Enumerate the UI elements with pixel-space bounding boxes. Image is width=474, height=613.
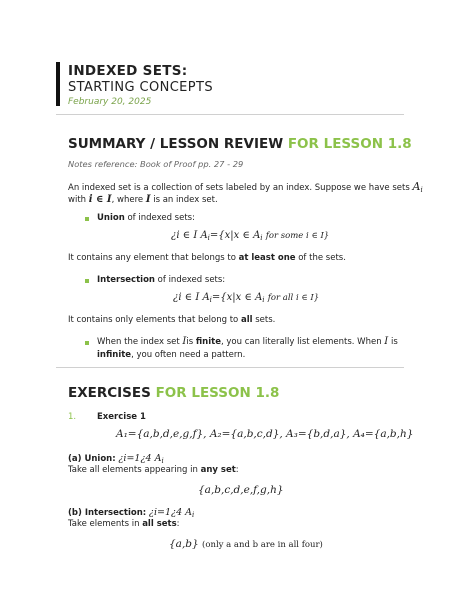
intersection-formula-sub: i: [209, 296, 212, 304]
finite-mid3: is: [390, 337, 398, 347]
intro-math-a-sub: i: [420, 186, 423, 194]
finite-math-i: I: [182, 336, 187, 347]
exercise-1-title: [97, 410, 146, 424]
finite-mid2: , you can literally list elements. When: [220, 337, 382, 347]
union-desc-bold: at least one: [238, 253, 296, 263]
part-b-result-set: {a,b}: [169, 538, 199, 550]
finite-post: , you often need a pattern.: [131, 350, 246, 360]
finite-bold: finite: [195, 337, 221, 347]
intro-line2-post: is an index set.: [153, 195, 218, 205]
intro-line-2: [68, 193, 218, 207]
finite-pre: When the index set: [97, 337, 180, 347]
intersection-formula-mid: ={x|x ∈ A: [211, 292, 263, 303]
exercise-number: 1.: [68, 412, 77, 422]
part-a-math-base: ¿i=1¿4 A: [118, 453, 162, 464]
page-subtitle: STARTING CONCEPTS: [68, 80, 214, 95]
intersection-desc-bold: all: [240, 315, 253, 325]
intro-text: An indexed set is a collection of sets labeled by an index. Suppose we have sets: [68, 183, 410, 193]
union-formula-mid-sub: i: [260, 234, 263, 242]
part-b-result-note: (only a and b are in all four): [202, 540, 323, 550]
page-date: February 20, 2025: [68, 97, 152, 107]
exercise-1-sets: A₁={a,b,d,e,g,f}, A₂={a,b,c,d}, A₃={b,d,a}, A₄={a,b,h}: [116, 428, 414, 440]
finite-bullet-line1: [97, 335, 398, 349]
exercise-1-header: [68, 410, 76, 424]
finite-math-i2: I: [384, 336, 389, 347]
infinite-bold: infinite: [97, 350, 132, 360]
notes-reference: Notes reference: Book of Proof pp. 27 - 29: [68, 159, 244, 169]
page-title: INDEXED SETS:: [68, 63, 188, 79]
exercises-heading-main: EXERCISES: [68, 385, 151, 401]
bullet-icon: [85, 217, 89, 221]
summary-heading: [68, 136, 412, 152]
intersection-formula-tail: for all i ∈ I}: [267, 293, 320, 303]
part-b-label: (b) Intersection:: [68, 508, 147, 518]
part-b-desc-post: :: [176, 519, 180, 529]
intersection-rest: of indexed sets:: [157, 275, 226, 285]
union-bullet: [97, 211, 195, 225]
union-desc-post: of the sets.: [298, 253, 346, 263]
union-formula-sub: i: [207, 234, 210, 242]
part-b-desc-bold: all sets: [142, 519, 177, 529]
summary-heading-accent: FOR LESSON 1.8: [287, 136, 412, 152]
part-a-desc-post: :: [235, 465, 239, 475]
exercises-heading-accent: FOR LESSON 1.8: [155, 385, 280, 401]
union-formula-mid: ={x|x ∈ A: [209, 230, 261, 241]
intersection-formula-mid-sub: i: [262, 296, 265, 304]
intersection-bullet: [97, 273, 225, 287]
part-a-description: [68, 463, 239, 477]
union-label: Union: [97, 213, 125, 223]
intro-line2-mid: , where: [111, 195, 144, 205]
summary-heading-main: SUMMARY / LESSON REVIEW: [68, 136, 284, 152]
union-description: [68, 251, 346, 265]
union-rest: of indexed sets:: [127, 213, 195, 223]
bullet-icon: [85, 341, 89, 345]
exercises-heading: [68, 385, 279, 401]
header-divider: [56, 114, 404, 115]
part-b-description: [68, 517, 180, 531]
finite-mid1: is: [186, 337, 194, 347]
part-b-math-sub: i: [192, 511, 195, 519]
finite-bullet-line2: [97, 348, 245, 362]
title-accent-bar: [56, 62, 60, 106]
union-formula-lhs: ¿i ∈ I A: [171, 230, 208, 241]
union-desc-pre: It contains any element that belongs to: [68, 253, 236, 263]
intersection-desc-post: sets.: [255, 315, 276, 325]
section-divider: [56, 367, 404, 368]
intersection-formula-lhs: ¿i ∈ I A: [173, 292, 210, 303]
part-a-desc-pre: Take all elements appearing in: [68, 465, 198, 475]
part-a-math-sub: i: [161, 457, 164, 465]
union-formula-tail: for some i ∈ I}: [265, 231, 330, 241]
intersection-desc-pre: It contains only elements that belong to: [68, 315, 239, 325]
part-b-result: [169, 538, 323, 550]
intro-math-a-base: A: [412, 180, 421, 193]
part-a-desc-bold: any set: [200, 465, 236, 475]
intersection-description: [68, 313, 275, 327]
intersection-label: Intersection: [97, 275, 155, 285]
part-b-desc-pre: Take elements in: [68, 519, 140, 529]
intro-line2-pre: with: [68, 195, 87, 205]
part-a-label: (a) Union:: [68, 454, 116, 464]
part-a-result: {a,b,c,d,e,f,g,h}: [198, 484, 284, 496]
bullet-icon: [85, 279, 89, 283]
part-b-math-base: ¿i=1¿4 A: [148, 507, 193, 518]
intro-math-index-set: I: [145, 194, 151, 205]
intro-math-i-in-i: i ∈ I: [88, 194, 112, 205]
union-formula: [171, 230, 329, 242]
intro-math-a: [412, 180, 422, 193]
intersection-formula: [173, 292, 319, 304]
exercise-title: Exercise 1: [97, 412, 146, 422]
